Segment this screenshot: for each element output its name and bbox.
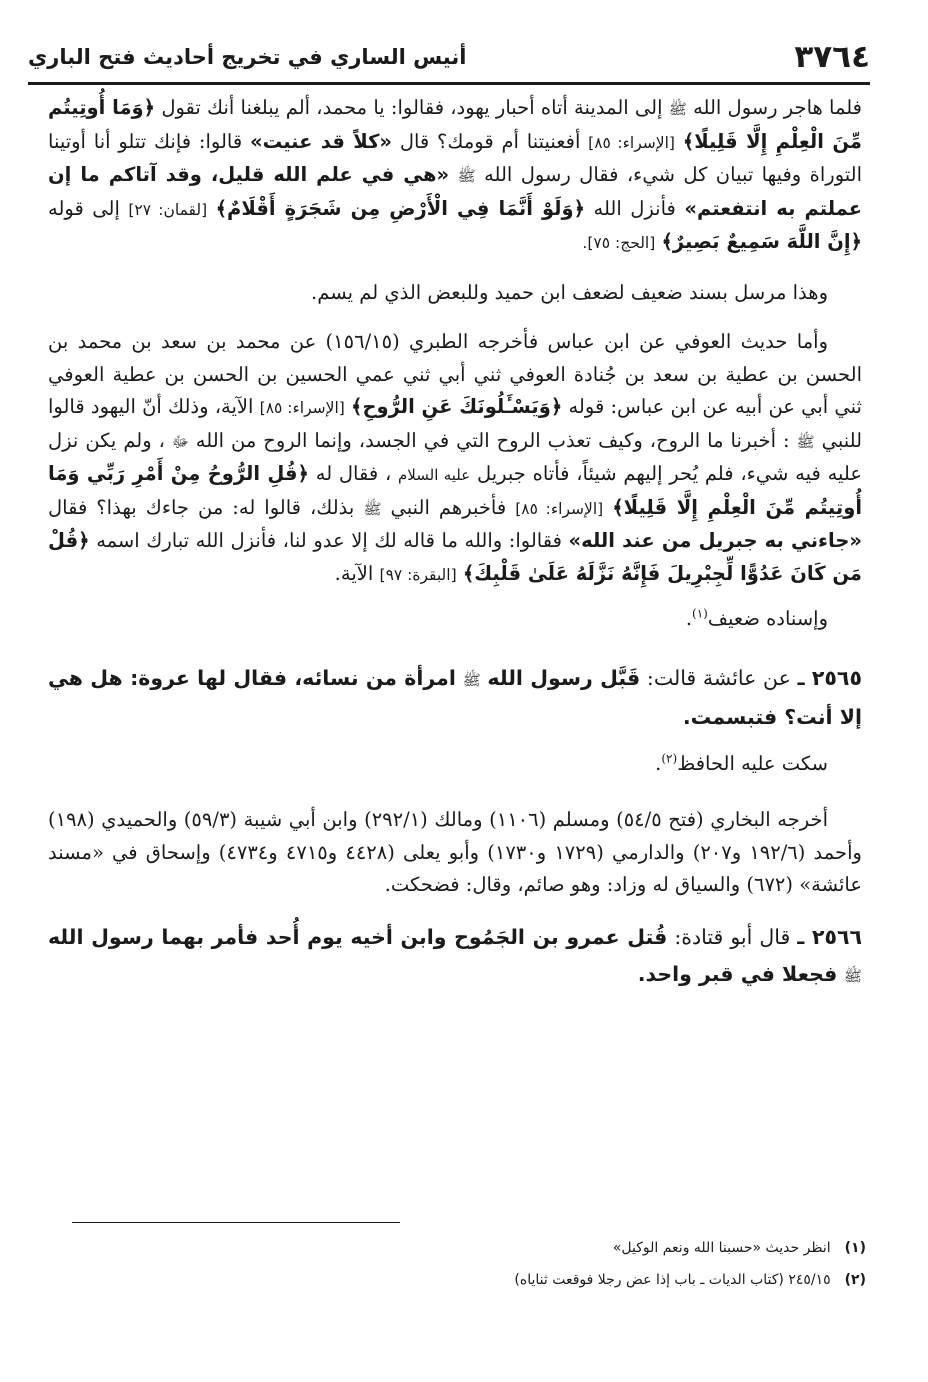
verse-reference: [الحج: ٧٥]. xyxy=(582,234,656,252)
verse-reference: [البقرة: ٩٧] xyxy=(379,565,457,584)
verse-reference: [الإسراء: ٨٥] xyxy=(588,133,675,152)
quran-verse: ﴿وَلَوْ أَنَّمَا فِي الْأَرْضِ مِن شَجَرَةٍ أَقْلَامٌ﴾ xyxy=(215,196,586,220)
prophetic-saying: «كلاً قد عنيت» xyxy=(249,129,393,153)
footnote-1: (١) انظر حديث «حسبنا الله ونعم الوكيل» xyxy=(612,1240,866,1256)
glorification-glyph: ﷻ xyxy=(171,432,189,451)
salawat-glyph: ﷺ xyxy=(462,670,481,689)
quran-verse: ﴿إِنَّ اللَّهَ سَمِيعٌ بَصِيرٌ﴾ xyxy=(661,230,862,253)
salawat-glyph: ﷺ xyxy=(457,167,476,185)
verse-reference: [لقمان: ٢٧] xyxy=(128,200,208,219)
salawat-glyph: ﷺ xyxy=(668,100,687,118)
main-text xyxy=(48,92,862,995)
prophetic-saying: «جاءني به جبريل من عند الله» xyxy=(568,529,862,552)
page-number: ٣٧٦٤ xyxy=(794,39,870,75)
footnote-separator xyxy=(72,1222,400,1223)
paragraph-chain-weak: وإسناده ضعيف$^{(١)}$. xyxy=(685,606,828,630)
footnote-2: (٢) ٢٤٥/١٥ (كتاب الديات ـ باب إذا عض رجلا فوقعت ثناياه) xyxy=(514,1272,866,1288)
header-rule xyxy=(28,82,870,85)
quran-verse: ﴿قُلْ مَن كَانَ عَدُوًّا لِّجِبْرِيلَ فَإِنَّهُ نَزَّلَهُ عَلَىٰ قَلْبِكَ﴾ xyxy=(48,529,862,585)
salawat-glyph: ﷺ xyxy=(796,432,815,451)
paragraph-grading: وهذا مرسل بسند ضعيف لضعف ابن حميد وللبعض الذي لم يسم. xyxy=(311,280,828,304)
hadith-number: ٢٥٦٦ ـ xyxy=(797,924,862,949)
verse-reference: [الإسراء: ٨٥] xyxy=(515,499,604,518)
peace-be-upon-him-glyph: عليه السلام xyxy=(398,466,471,484)
paragraph-hafiz-silent: سكت عليه الحافظ$^{(٢)}$. xyxy=(655,751,828,775)
hadith-2566: ٢٥٦٦ ـ قال أبو قتادة: قُتل عمرو بن الجَمُوح وابن أخيه يوم أُحد فأمر بهما رسول الله ﷺ فجعلا في قبر واحد. xyxy=(48,924,862,986)
quran-verse: ﴿قُلِ الرُّوحُ مِنْ أَمْرِ رَبِّي وَمَا أُوتِيتُم مِّنَ الْعِلْمِ إِلَّا قَلِيلًا﴾ xyxy=(48,462,863,519)
quran-verse: ﴿وَيَسْـَٔلُونَكَ عَنِ الرُّوحِ﴾ xyxy=(351,395,563,418)
running-header xyxy=(28,34,870,80)
quran-verse: ﴿وَمَا أُوتِيتُم مِّنَ الْعِلْمِ إِلَّا قَلِيلًا﴾ xyxy=(48,96,862,153)
footnotes xyxy=(300,1232,866,1296)
salawat-glyph: ﷺ xyxy=(363,499,382,518)
running-title: أنيس الساري في تخريج أحاديث فتح الباري xyxy=(28,45,467,69)
prophetic-saying: «هي في علم الله قليل، وقد آتاكم ما إن عملتم به انتفعتم» xyxy=(48,163,863,220)
paragraph-takhrij: أخرجه البخاري (فتح ٥٤/٥) ومسلم (١١٠٦) ومالك (٢٩٢/١) وابن أبي شيبة (٥٩/٣) والحميدي (١٩٨) وأحمد (١٩٢/٦ و٢٠٧) والدارمي (١٧٢٩ و١٧٣٠) وأبو يعلى (٤٤٢٨ و٤٧١٥ و٤٧٣٤) وإسحاق في «مسند عائشة» (٦٧٢) والسياق له وزاد: وهو صائم، وقال: فضحكت. xyxy=(48,808,862,896)
hadith-2565: ٢٥٦٥ ـ عن عائشة قالت: قَبَّل رسول الله ﷺ امرأة من نسائه، فقال لها عروة: هل هي إلا أنت؟ فتبسمت. xyxy=(48,665,862,729)
paragraph-awfi-hadith: وأما حديث العوفي عن ابن عباس فأخرجه الطبري (١٥٦/١٥) عن محمد بن سعد بن محمد بن الحسن بن عطية بن سعد بن جُنادة العوفي ثني أبي ثني عمي الحسين بن الحسن بن عطية العوفي ثني أبي عن أبيه عن ابن عباس: قوله ﴿وَيَسْـَٔلُونَكَ عَنِ الرُّوحِ﴾ [الإسراء: ٨٥] الآية، وذلك أنّ اليهود قالوا للنبي ﷺ : أخبرنا ما الروح، وكيف تعذب الروح التي في الجسد، وإنما الروح من الله ﷻ ، ولم يكن نزل عليه فيه شيء، فلم يُحر إليهم شيئاً، فأتاه جبريل عليه السلام ، فقال له ﴿قُلِ الرُّوحُ مِنْ أَمْرِ رَبِّي وَمَا أُوتِيتُم مِّنَ الْعِلْمِ إِلَّا قَلِيلًا﴾ [الإسراء: ٨٥] فأخبرهم النبي ﷺ بذلك، قالوا له: من جاءك بهذا؟ فقال «جاءني به جبريل من عند الله» فقالوا: والله ما قاله لك إلا عدو لنا، فأنزل الله تبارك اسمه ﴿قُلْ مَن كَانَ عَدُوًّا لِّجِبْرِيلَ فَإِنَّهُ نَزَّلَهُ عَلَىٰ قَلْبِكَ﴾ [البقرة: ٩٧] الآية. xyxy=(48,330,863,585)
footnote-ref[interactable]: (٢) xyxy=(661,751,678,765)
verse-reference: [الإسراء: ٨٥] xyxy=(259,399,345,417)
paragraph-hijra-narration: فلما هاجر رسول الله ﷺ إلى المدينة أتاه أحبار يهود، فقالوا: يا محمد، ألم يبلغنا أنك تقول ﴿وَمَا أُوتِيتُم مِّنَ الْعِلْمِ إِلَّا قَلِيلًا﴾ [الإسراء: ٨٥] أفعنيتنا أم قومك؟ قال «كلاً قد عنيت» قالوا: فإنك تتلو أنا أوتينا التوراة وفيها تبيان كل شيء، فقال رسول الله ﷺ «هي في علم الله قليل، وقد آتاكم ما إن عملتم به انتفعتم» فأنزل الله ﴿وَلَوْ أَنَّمَا فِي الْأَرْضِ مِن شَجَرَةٍ أَقْلَامٌ﴾ [لقمان: ٢٧] إلى قوله ﴿إِنَّ اللَّهَ سَمِيعٌ بَصِيرٌ﴾ [الحج: ٧٥]. xyxy=(48,96,863,253)
hadith-number: ٢٥٦٥ ـ xyxy=(797,665,862,690)
footnote-ref[interactable]: (١) xyxy=(692,606,708,621)
salawat-glyph: ﷺ xyxy=(843,966,862,985)
